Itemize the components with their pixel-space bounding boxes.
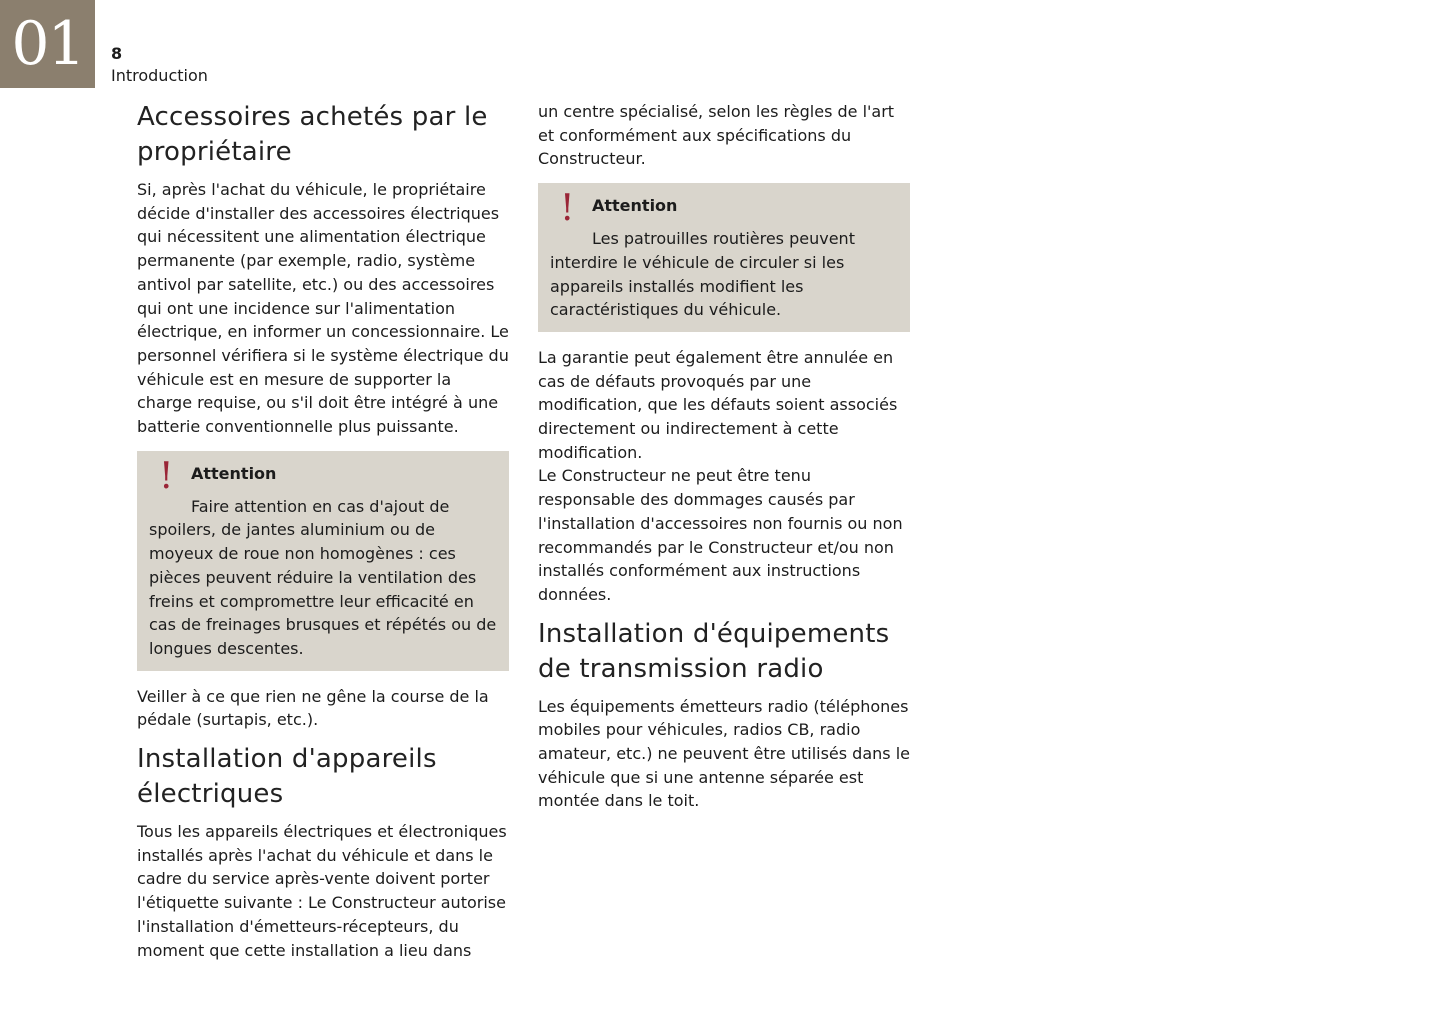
section-title: Introduction (111, 66, 208, 85)
paragraph-pedal: Veiller à ce que rien ne gêne la course de la pédale (surtapis, etc.). (137, 686, 489, 730)
callout-body: Les patrouilles routières peuvent interdire le véhicule de circuler si les appareils installés modifient les caractéristiques du véhicule. (550, 229, 855, 320)
heading-radio-equipment: Installation d'équipements de transmission radio (538, 618, 890, 684)
page-number: 8 (111, 44, 123, 63)
paragraph-warranty: La garantie peut également être annulée en cas de défauts provoqués par une modification, que les défauts soient associés directement ou indirectement à cette modification. (538, 347, 898, 462)
warning-exclamation-icon: ! (159, 455, 174, 497)
warning-exclamation-icon: ! (560, 188, 575, 230)
chapter-number-badge: 01 (0, 0, 95, 88)
paragraph-specialist-center: un centre spécialisé, selon les règles de l'art et conformément aux spécifications du Constructeur. (538, 102, 895, 169)
heading-electrical-devices: Installation d'appareils électriques (137, 744, 437, 810)
left-column (137, 100, 509, 962)
callout-title: Attention (191, 463, 277, 483)
heading-accessories: Accessoires achetés par le propriétaire (137, 102, 488, 167)
right-column (538, 100, 910, 813)
paragraph-accessories: Si, après l'achat du véhicule, le propriétaire décide d'installer des accessoires électriques qui nécessitent une alimentation électrique permanente (par exemple, radio, système antivol par satellite, etc.) ou des accessoires qui ont une incidence sur l'alimentation électrique, en informer un concessionnaire. Le personnel vérifiera si le système électrique du véhicule est en mesure de supporter la charge requise, ou s'il doit être intégré à une batterie conventionnelle plus puissante. (137, 180, 509, 437)
paragraph-liability: Le Constructeur ne peut être tenu responsable des dommages causés par l'installation d'accessoires non fournis ou non recommandés par le Constructeur et/ou non installés conformément aux instructions données. (538, 466, 903, 604)
callout-body: Faire attention en cas d'ajout de spoilers, de jantes aluminium ou de moyeux de roue non homogènes : ces pièces peuvent réduire la ventilation des freins et compromettre leur efficacité en cas de freinages brusques et répétés ou de longues descentes. (149, 496, 497, 658)
paragraph-electrical-devices: Tous les appareils électriques et électroniques installés après l'achat du véhicule et dans le cadre du service après-vente doivent porter l'étiquette suivante : Le Constructeur autorise l'installation d'émetteurs-récepteurs, du moment que cette installation a lieu dans (137, 822, 507, 960)
paragraph-radio-equipment: Les équipements émetteurs radio (téléphones mobiles pour véhicules, radios CB, radio amateur, etc.) ne peuvent être utilisés dans le véhicule que si une antenne séparée est montée dans le toit. (538, 696, 910, 811)
attention-callout-spoilers (137, 451, 509, 671)
callout-title: Attention (592, 196, 678, 216)
attention-callout-patrols (538, 183, 910, 332)
